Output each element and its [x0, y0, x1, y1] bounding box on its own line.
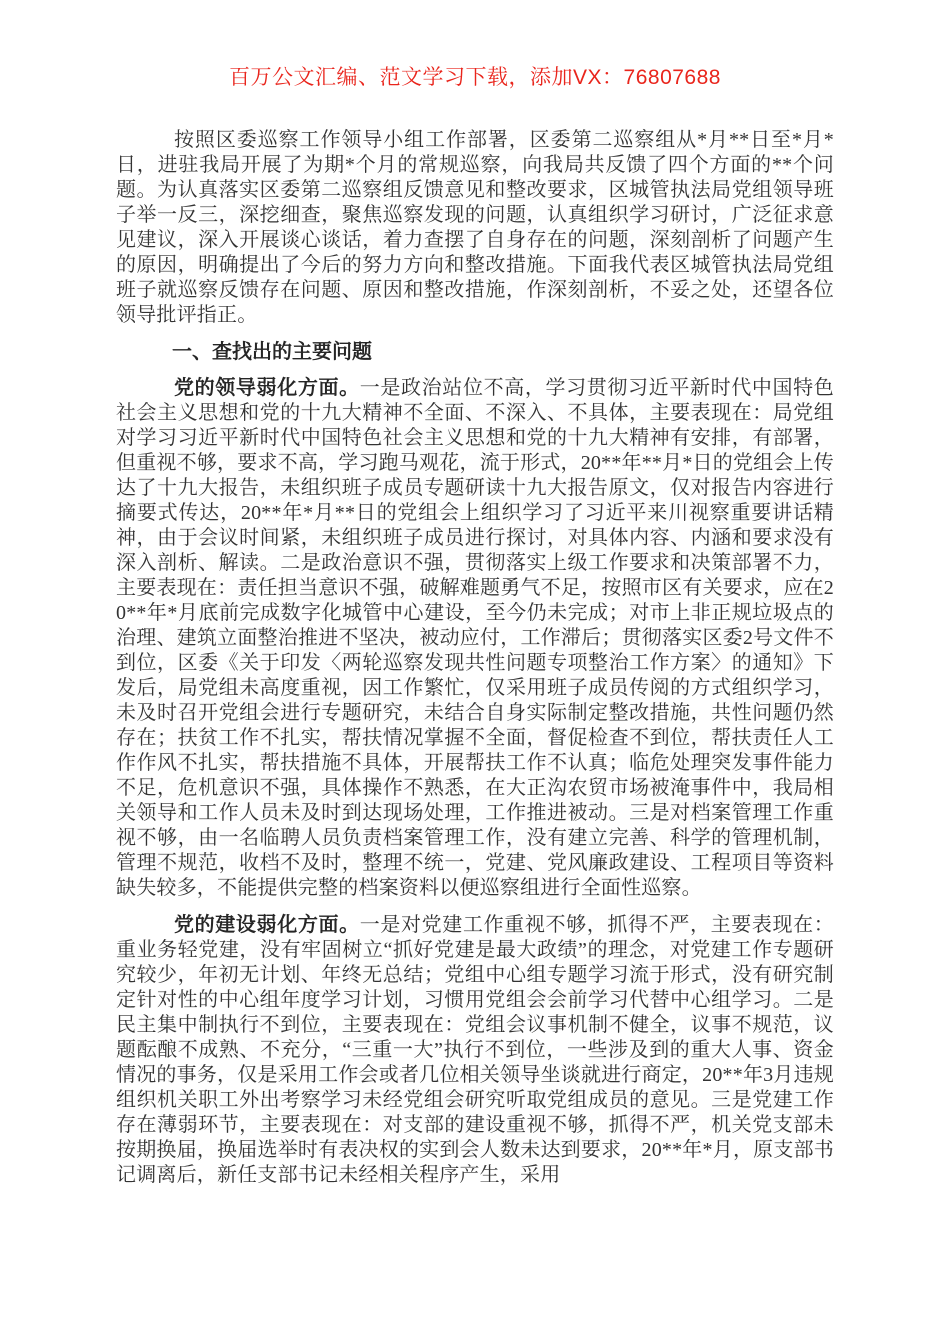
- paragraph-party-building: [116, 913, 834, 1188]
- document-body: [116, 128, 834, 1188]
- paragraph-text-party-leadership: 一是政治站位不高，学习贯彻习近平新时代中国特色社会主义思想和党的十九大精神不全面、不深入、不具体，主要表现在：局党组对学习习近平新时代中国特色社会主义思想和党的十九大精神有安排，有部署，但重视不够，要求不高，学习跑马观花，流于形式，20**年**月*日的党组会上传达了十九大报告，未组织班子成员专题研读十九大报告原文，仅对报告内容进行摘要式传达，20**年*月**日的党组会上组织学习了习近平来川视察重要讲话精神，由于会议时间紧，未组织班子成员进行探讨，对具体内容、内涵和要求没有深入剖析、解读。二是政治意识不强，贯彻落实上级工作要求和决策部署不力，主要表现在：责任担当意识不强，破解难题勇气不足，按照市区有关要求，应在20**年*月底前完成数字化城管中心建设，至今仍未完成；对市上非正规垃圾点的治理、建筑立面整治推进不坚决，被动应付，工作滞后；贯彻落实区委2号文件不到位，区委《关于印发〈两轮巡察发现共性问题专项整治工作方案〉的通知》下发后，局党组未高度重视，因工作繁忙，仅采用班子成员传阅的方式组织学习，未及时召开党组会进行专题研究，未结合自身实际制定整改措施，共性问题仍然存在；扶贫工作不扎实，帮扶情况掌握不全面，督促检查不到位，帮扶责任人工作作风不扎实，帮扶措施不具体，开展帮扶工作不认真；临危处理突发事件能力不足，危机意识不强，具体操作不熟悉，在大正沟农贸市场被淹事件中，我局相关领导和工作人员未及时到达现场处理，工作推进被动。三是对档案管理工作重视不够，由一名临聘人员负责档案管理工作，没有建立完善、科学的管理机制，管理不规范，收档不及时，整理不统一，党建、党风廉政建设、工程项目等资料缺失较多，不能提供完整的档案资料以便巡察组进行全面性巡察。: [116, 377, 834, 899]
- paragraph-lead-party-building: 党的建设弱化方面。: [174, 914, 360, 936]
- promo-header: 百万公文汇编、范文学习下载，添加VX：76807688: [229, 66, 721, 89]
- paragraph-lead-party-leadership: 党的领导弱化方面。: [174, 377, 360, 399]
- paragraph-text-party-building: 一是对党建工作重视不够，抓得不严，主要表现在：重业务轻党建，没有牢固树立“抓好党建是最大政绩”的理念，对党建工作专题研究较少，年初无计划、年终无总结；党组中心组专题学习流于形式，没有研究制定针对性的中心组年度学习计划，习惯用党组会会前学习代替中心组学习。二是民主集中制执行不到位，主要表现在：党组会议事机制不健全，议事不规范，议题酝酿不成熟、不充分，“三重一大”执行不到位，一些涉及到的重大人事、资金情况的事务，仅是采用工作会或者几位相关领导坐谈就进行商定，20**年3月违规组织机关职工外出考察学习未经党组会研究听取党组成员的意见。三是党建工作存在薄弱环节，主要表现在：对支部的建设重视不够，抓得不严，机关党支部未按期换届，换届选举时有表决权的实到会人数未达到要求，20**年*月，原支部书记调离后，新任支部书记未经相关程序产生，采用: [116, 914, 834, 1186]
- paragraph-party-leadership: [116, 376, 834, 901]
- section-heading: 一、查找出的主要问题: [172, 341, 372, 363]
- intro-paragraph: 按照区委巡察工作领导小组工作部署，区委第二巡察组从*月**日至*月*日，进驻我局开展了为期*个月的常规巡察，向我局共反馈了四个方面的**个问题。为认真落实区委第二巡察组反馈意见和整改要求，区城管执法局党组领导班子举一反三，深挖细查，聚焦巡察发现的问题，认真组织学习研讨，广泛征求意见建议，深入开展谈心谈话，着力查摆了自身存在的问题，深刻剖析了问题产生的原因，明确提出了今后的努力方向和整改措施。下面我代表区城管执法局党组班子就巡察反馈存在问题、原因和整改措施，作深刻剖析，不妥之处，还望各位领导批评指正。: [116, 129, 834, 326]
